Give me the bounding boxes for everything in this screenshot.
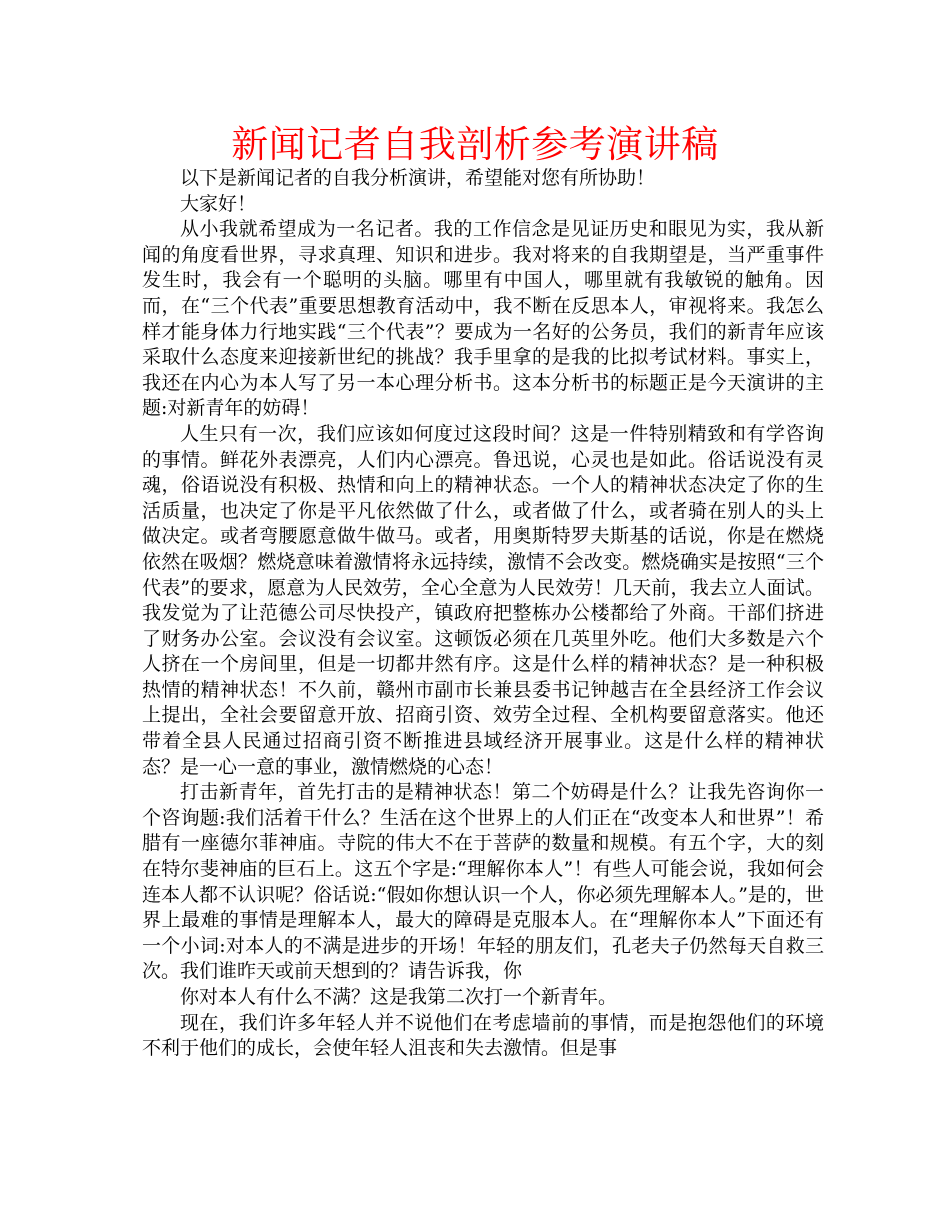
paragraph-environment: 现在，我们许多年轻人并不说他们在考虑墙前的事情，而是抱怨他们的环境不利于他们的成长，会使年轻人沮丧和失去激情。但是事 [142,1011,824,1060]
paragraph-spirit-state: 人生只有一次，我们应该如何度过这段时间？这是一件特别精致和有学咨询的事情。鲜花外表漂亮，人们内心漂亮。鲁迅说，心灵也是如此。俗话说没有灵魂，俗语说没有积极、热情和向上的精神状态。一个人的精神状态决定了你的生活质量，也决定了你是平凡依然做了什么，或者做了什么，或者骑在别人的头上做决定。或者弯腰愿意做牛做马。或者，用奥斯特罗夫斯基的话说，你是在燃烧依然在吸烟？燃烧意味着激情将永远持续，激情不会改变。燃烧确实是按照“三个代表”的要求，愿意为人民效劳，全心全意为人民效劳！几天前，我去立人面试。我发觉为了让范德公司尽快投产，镇政府把整栋办公楼都给了外商。干部们挤进了财务办公室。会议没有会议室。这顿饭必须在几英里外吃。他们大多数是六个人挤在一个房间里，但是一切都井然有序。这是什么样的精神状态？是一种积极热情的精神状态！不久前，赣州市副市长兼县委书记钟越吉在全县经济工作会议上提出，全社会要留意开放、招商引资、效劳全过程、全机构要留意落实。他还带着全县人民通过招商引资不断推进县域经济开展事业。这是什么样的精神状态？是一心一意的事业，激情燃烧的心态！ [142,422,824,778]
document-title: 新闻记者自我剖析参考演讲稿 [231,123,719,166]
paragraph-childhood-dream: 从小我就希望成为一名记者。我的工作信念是见证历史和眼见为实，我从新闻的角度看世界，寻求真理、知识和进步。我对将来的自我期望是，当严重事件发生时，我会有一个聪明的头脑。哪里有中国人，哪里就有我敏锐的触角。因而，在“三个代表”重要思想教育活动中，我不断在反思本人，审视将来。我怎么样才能身体力行地实践“三个代表”？要成为一名好的公务员，我们的新青年应该采取什么态度来迎接新世纪的挑战？我手里拿的是我的比拟考试材料。事实上，我还在内心为本人写了另一本心理分析书。这本分析书的标题正是今天演讲的主题:对新青年的妨碍！ [142,218,824,420]
paragraph-intro: 以下是新闻记者的自我分析演讲，希望能对您有所协助！ [180,167,656,189]
paragraph-greeting: 大家好！ [180,192,257,215]
document-body [142,166,824,1062]
paragraph-dissatisfaction: 你对本人有什么不满？这是我第二次打一个新青年。 [180,986,618,1008]
paragraph-know-yourself: 打击新青年，首先打击的是精神状态！第二个妨碍是什么？让我先咨询你一个咨询题:我们活着干什么？生活在这个世界上的人们正在“改变本人和世界”！希腊有一座德尔菲神庙。寺院的伟大不在于菩萨的数量和规模。有五个字，大的刻在特尔斐神庙的巨石上。这五个字是:“理解你本人”！有些人可能会说，我如何会连本人都不认识呢？俗话说:“假如你想认识一个人，你必须先理解本人。”是的，世界上最难的事情是理解本人，最大的障碍是克服本人。在“理解你本人”下面还有一个小词:对本人的不满是进步的开场！年轻的朋友们，孔老夫子仍然每天自救三次。我们谁昨天或前天想到的？请告诉我，你 [142,781,824,983]
